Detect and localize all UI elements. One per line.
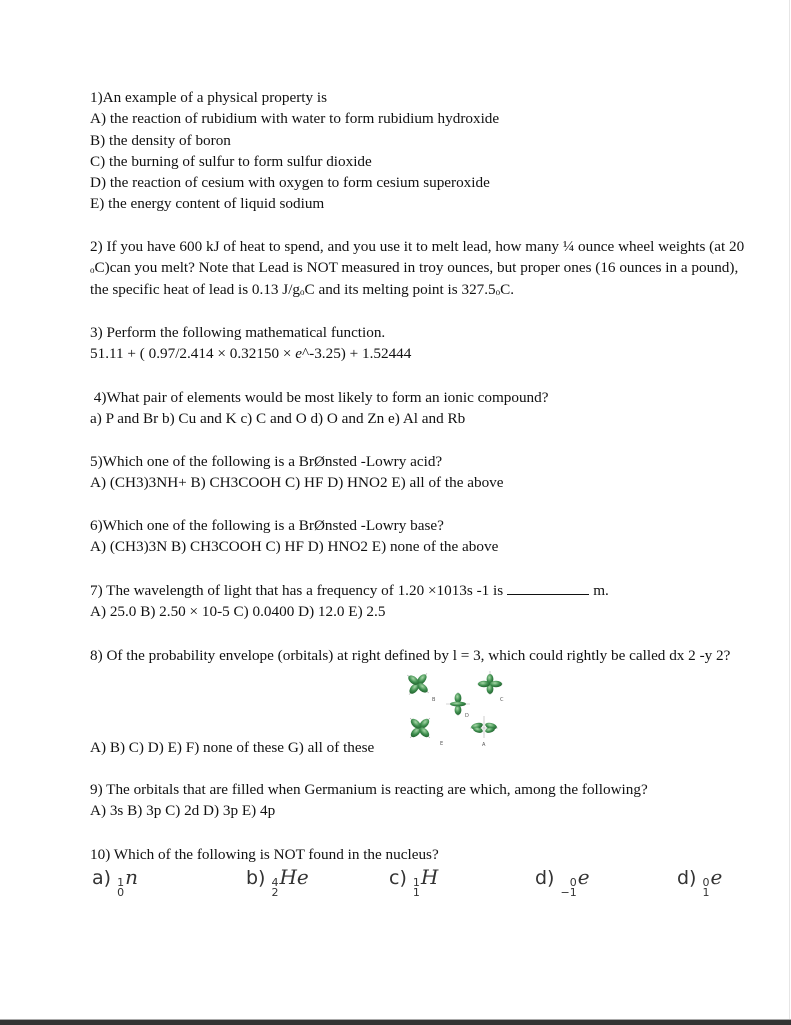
question-8 — [90, 645, 730, 666]
degree-mark: o — [90, 265, 95, 276]
answer-blank[interactable] — [507, 582, 589, 595]
question-5 — [90, 451, 504, 494]
question-8-prompt: 8) Of the probability envelope (orbitals) at right defined by l = 3, which could rightly be called dx 2 -y 2? — [90, 647, 731, 664]
orbital-label-b: B — [432, 697, 436, 703]
question-6-options: A) (CH3)3N B) CH3COOH C) HF D) HNO2 E) none of the above — [90, 538, 499, 556]
question-7-options: A) 25.0 B) 2.50 × 10-5 C) 0.0400 D) 12.0 E) 2.5 — [90, 603, 386, 621]
question-8-options: A) B) C) D) E) F) none of these G) all of these — [90, 739, 375, 756]
orbital-label-d: D — [465, 713, 469, 719]
question-8-options-block — [90, 737, 374, 758]
orbital-a — [470, 716, 498, 738]
question-6 — [90, 515, 498, 558]
question-5-prompt: 5)Which one of the following is a BrØnsted -Lowry acid? — [90, 453, 443, 470]
question-1-option-c: C) the burning of sulfur to form sulfur dioxide — [90, 152, 372, 170]
nuclide-choice-c: c) 1 1 H — [389, 865, 439, 899]
nuclide-choice-d-positive: d) 0 1 e — [677, 865, 723, 899]
question-3-expression: 51.11 + ( 0.97/2.414 × 0.32150 × e^-3.25) + 1.52444 — [90, 345, 412, 363]
question-3 — [90, 322, 411, 365]
question-1-option-d: D) the reaction of cesium with oxygen to form cesium superoxide — [90, 174, 490, 192]
question-10 — [90, 844, 439, 865]
question-7-prompt-line: 7) The wavelength of light that has a frequency of 1.20 ×1013s -1 is m. — [90, 582, 609, 599]
bottom-edge-bar — [0, 1019, 791, 1025]
question-1-option-e: E) the energy content of liquid sodium — [90, 195, 325, 213]
question-1-option-b: B) the density of boron — [90, 131, 231, 149]
question-2 — [90, 236, 744, 300]
question-9 — [90, 779, 648, 822]
question-3-prompt: 3) Perform the following mathematical function. — [90, 324, 386, 341]
orbital-e — [400, 708, 440, 748]
question-9-options: A) 3s B) 3p C) 2d D) 3p E) 4p — [90, 802, 276, 820]
orbital-label-a: A — [482, 742, 486, 748]
nuclide-choice-a: a) 1 0 n — [92, 865, 138, 899]
question-1-option-a: A) the reaction of rubidium with water to form rubidium hydroxide — [90, 110, 500, 128]
question-9-prompt: 9) The orbitals that are filled when Germanium is reacting are which, among the following? — [90, 781, 648, 798]
question-2-line-1: 2) If you have 600 kJ of heat to spend, and you use it to melt lead, how many ¼ ounce wheel weights (at 20 — [90, 238, 745, 255]
question-4-options: a) P and Br b) Cu and K c) C and O d) O and Zn e) Al and Rb — [90, 410, 466, 428]
question-2-line-2: oC)can you melt? Note that Lead is NOT measured in troy ounces, but proper ones (16 ounces in a pound), — [90, 259, 739, 277]
question-10-prompt: 10) Which of the following is NOT found in the nucleus? — [90, 846, 439, 863]
question-6-prompt: 6)Which one of the following is a BrØnsted -Lowry base? — [90, 517, 444, 534]
orbital-c — [477, 671, 503, 695]
question-4-prompt: 4)What pair of elements would be most likely to form an ionic compound? — [90, 389, 549, 406]
degree-mark: o — [300, 286, 305, 297]
question-2-line-3: the specific heat of lead is 0.13 J/goC and its melting point is 327.5oC. — [90, 280, 515, 298]
question-5-options: A) (CH3)3NH+ B) CH3COOH C) HF D) HNO2 E) all of the above — [90, 474, 504, 492]
degree-mark: o — [495, 286, 501, 297]
question-1 — [90, 87, 499, 215]
orbitals-figure — [400, 668, 510, 748]
orbital-label-e: E — [440, 741, 444, 747]
nuclide-choice-d-negative: d) 0 −1 e — [535, 865, 590, 899]
question-1-prompt: 1)An example of a physical property is — [90, 89, 328, 106]
question-4 — [90, 387, 548, 430]
nuclide-choice-b: b) 4 2 He — [246, 865, 309, 899]
orbital-label-c: C — [500, 697, 504, 703]
question-7 — [90, 580, 609, 623]
